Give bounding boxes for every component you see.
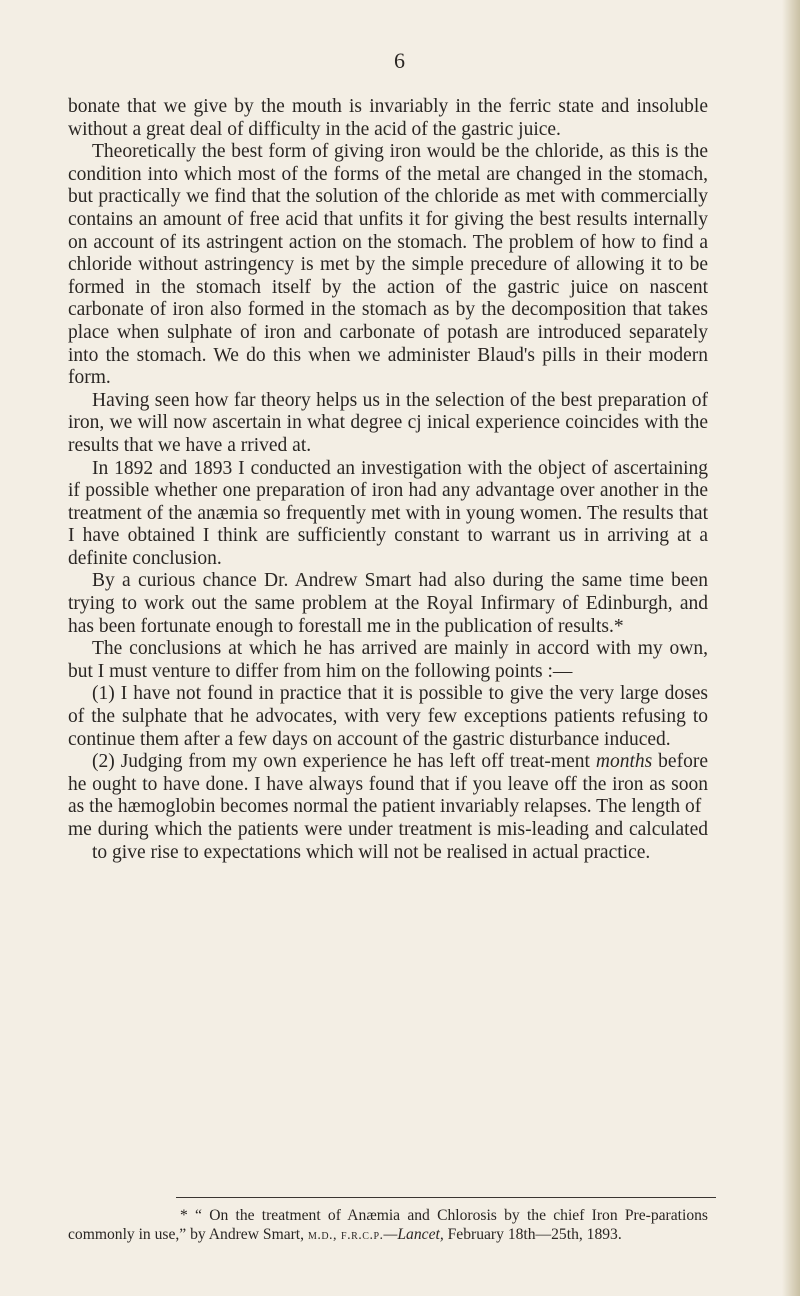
footnote-title: * “ On the treatment of Anæmia and Chlorosis by the chief Iron Pre-parations commonly in use,” by Andrew Smart, [68, 1207, 708, 1243]
footnote-rule [176, 1197, 716, 1198]
paragraph-6: The conclusions at which he has arrived are mainly in accord with my own, but I must venture to differ from him on the following points :— [68, 638, 708, 682]
paragraph-1: bonate that we give by the mouth is invariably in the ferric state and insoluble without a great deal of difficulty in the acid of the gastric juice. [68, 96, 708, 140]
paragraph-9: me during which the patients were under treatment is mis-leading and calculated to give rise to expectations which will not be realised in actual practice. [68, 819, 708, 863]
paragraph-7: (1) I have not found in practice that it is possible to give the very large doses of the sulphate that he advocates, with very few exceptions patients refusing to continue them after a few days on account of the gastric disturbance induced. [68, 683, 708, 750]
footnote-date: February 18th—25th, 1893. [443, 1226, 622, 1243]
paragraph-3: Having seen how far theory helps us in the selection of the best preparation of iron, we will now ascertain in what degree cj inical experience coincides with the results that we have a rrived at. [68, 389, 708, 456]
italic-word-months: months [595, 751, 653, 773]
paragraph-5: By a curious chance Dr. Andrew Smart had also during the same time been trying to work out the same problem at the Royal Infirmary of Edinburgh, and has been fortunate enough to forestall me in the publication of results.* [68, 570, 708, 637]
footnote-degrees: m.d., f.r.c.p. [307, 1228, 384, 1243]
page-edge-shadow [782, 0, 800, 1296]
paragraph-2: Theoretically the best form of giving iron would be the chloride, as this is the condition into which most of the forms of the metal are changed in the stomach, but practically we find that the solution of the chloride as met with commercially contains an amount of free acid that unfits it for giving the best results internally on account of its astringent action on the stomach. The problem of how to find a chloride without astringency is met by the simple precedure of allowing it to be formed in the stomach itself by the action of the gastric juice on nascent carbonate of iron also formed in the stomach as by the decomposition that takes place when sulphate of iron and carbonate of potash are introduced separately into the stomach. We do this when we administer Blaud's pills in their modern form. [68, 141, 708, 389]
paragraph-4: In 1892 and 1893 I conducted an investigation with the object of ascertaining if possible whether one preparation of iron had any advantage over another in the treatment of the anæmia so frequently met with in young women. The results that I have obtained I think are sufficiently constant to warrant us in arriving at a definite conclusion. [68, 457, 708, 569]
paragraph-8-start: (2) Judging from my own experience he has left off treat-ment [92, 751, 596, 773]
paragraph-8 [68, 751, 708, 819]
footnote [68, 1206, 708, 1245]
page-number: 6 [394, 48, 406, 73]
footnote-journal: —Lancet, [383, 1226, 444, 1243]
paragraph-8-end: before he ought to have done. I have always found that if you leave off the iron as soon as the hæmoglobin becomes normal the patient invariably relapses. The length of [68, 751, 708, 818]
body-text [68, 96, 708, 864]
